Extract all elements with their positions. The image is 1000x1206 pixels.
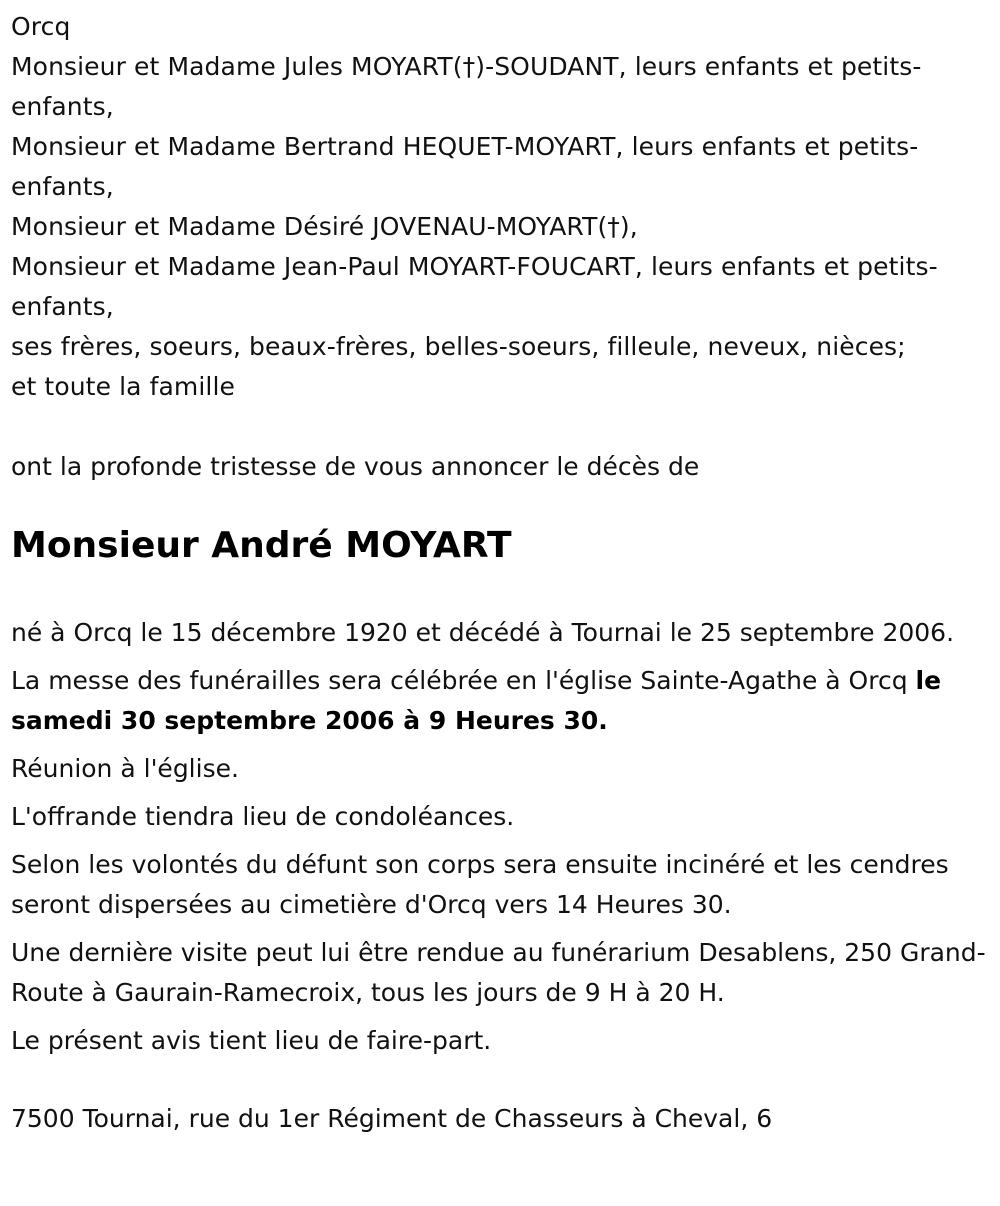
- funeral-mass-info: [11, 661, 989, 741]
- family-line-location: Orcq: [11, 12, 71, 41]
- announcement-intro: ont la profonde tristesse de vous annoncer le décès de: [11, 452, 700, 481]
- family-line-whole-family: et toute la famille: [11, 372, 236, 401]
- funeral-mass-date: le samedi 30 septembre 2006 à 9 Heures 30.: [11, 666, 942, 735]
- family-address: 7500 Tournai, rue du 1er Régiment de Chasseurs à Cheval, 6: [11, 1104, 773, 1133]
- notice-info: Le présent avis tient lieu de faire-part.: [11, 1026, 492, 1055]
- meeting-info: Réunion à l'église.: [11, 754, 239, 783]
- cremation-info: Selon les volontés du défunt son corps sera ensuite incinéré et les cendres seront dispersées au cimetière d'Orcq vers 14 Heures 30.: [11, 850, 949, 919]
- family-line-jules: Monsieur et Madame Jules MOYART(†)-SOUDANT, leurs enfants et petits-enfants,: [11, 52, 922, 121]
- funeral-mass-text: La messe des funérailles sera célébrée en l'église Sainte-Agathe à Orcq: [11, 666, 916, 695]
- offering-info: L'offrande tiendra lieu de condoléances.: [11, 802, 515, 831]
- funeral-details: [11, 613, 989, 1061]
- family-line-relatives: ses frères, soeurs, beaux-frères, belles-soeurs, filleule, neveux, nièces;: [11, 332, 906, 361]
- family-list: [11, 7, 989, 407]
- deceased-name: Monsieur André MOYART: [11, 525, 512, 566]
- birth-death-info: né à Orcq le 15 décembre 1920 et décédé à Tournai le 25 septembre 2006.: [11, 618, 955, 647]
- visit-info: Une dernière visite peut lui être rendue au funérarium Desablens, 250 Grand-Route à Gaurain-Ramecroix, tous les jours de 9 H à 20 H.: [11, 938, 986, 1007]
- family-line-bertrand: Monsieur et Madame Bertrand HEQUET-MOYART, leurs enfants et petits-enfants,: [11, 132, 919, 201]
- family-line-desire: Monsieur et Madame Désiré JOVENAU-MOYART(†),: [11, 212, 638, 241]
- family-line-jean-paul: Monsieur et Madame Jean-Paul MOYART-FOUCART, leurs enfants et petits-enfants,: [11, 252, 938, 321]
